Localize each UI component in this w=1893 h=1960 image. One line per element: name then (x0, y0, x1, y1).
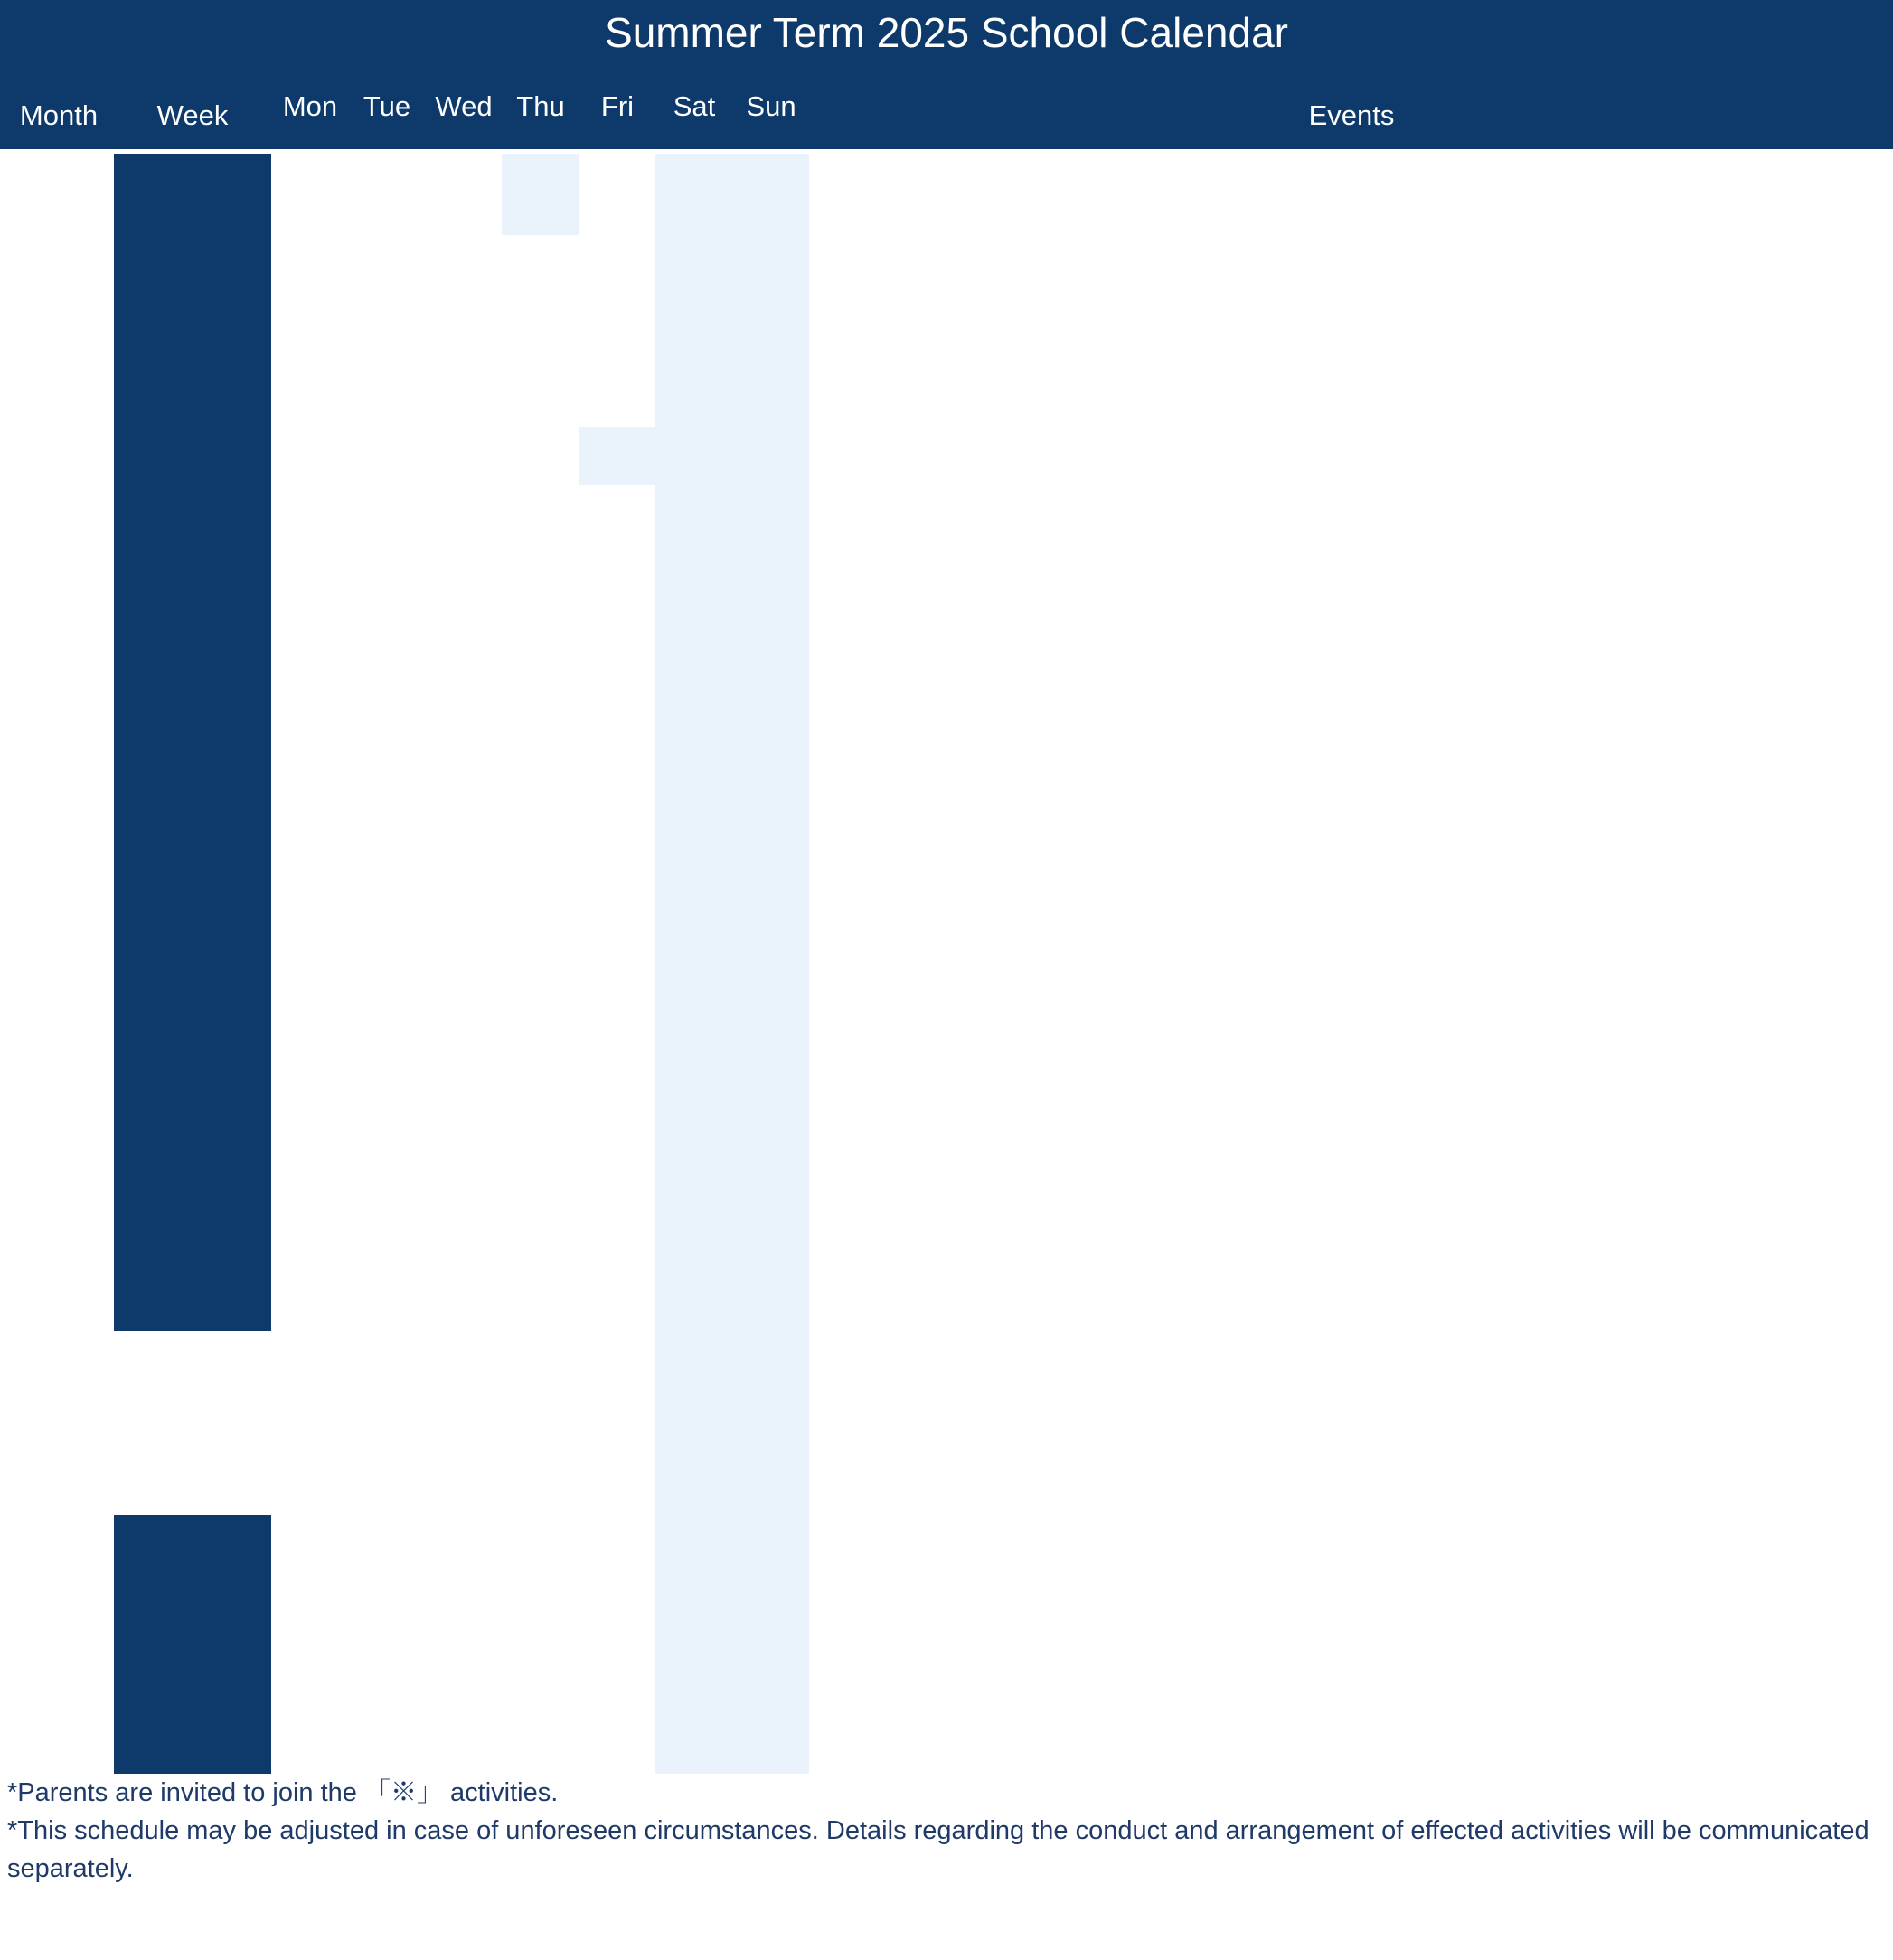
header-events: Events (1308, 99, 1395, 131)
footnotes (7, 1774, 1879, 1888)
week-cell (114, 154, 271, 235)
header-week: Week (156, 99, 229, 131)
week-cell (114, 1014, 271, 1071)
footnote-parents: *Parents are invited to join the 「※」 activities. (7, 1778, 559, 1807)
week-cell (114, 1630, 271, 1774)
sunday-column-bg (732, 154, 809, 1774)
header-day-sun: Sun (746, 90, 796, 122)
week-cell (114, 872, 271, 1014)
week-cell (114, 685, 271, 812)
header-day-mon: Mon (282, 90, 338, 122)
week-cell (114, 427, 271, 544)
week-cell (114, 626, 271, 685)
holiday-cell-bg (502, 154, 579, 235)
holiday-cell-bg (579, 427, 655, 485)
saturday-column-bg (655, 154, 732, 1774)
week-cell (114, 235, 271, 291)
page-title: Summer Term 2025 School Calendar (605, 9, 1288, 56)
week-cell (114, 1268, 271, 1331)
week-cell (114, 544, 271, 626)
header-day-tue: Tue (363, 90, 411, 122)
week-cell (114, 812, 271, 872)
week-cell (114, 1189, 271, 1268)
header-month: Month (19, 99, 99, 131)
week-cell (114, 368, 271, 427)
week-cell (114, 291, 271, 368)
week-cell (114, 1071, 271, 1131)
header-day-thu: Thu (516, 90, 565, 122)
week-cell (114, 1131, 271, 1189)
header-day-sat: Sat (673, 90, 716, 122)
calendar-grid (114, 154, 809, 1774)
header-day-fri: Fri (600, 90, 635, 122)
footnote-schedule: *This schedule may be adjusted in case of unforeseen circumstances. Details regarding the conduct and arrangement of effected activities will be communicated separately. (7, 1816, 1869, 1883)
header-day-wed: Wed (435, 90, 493, 122)
